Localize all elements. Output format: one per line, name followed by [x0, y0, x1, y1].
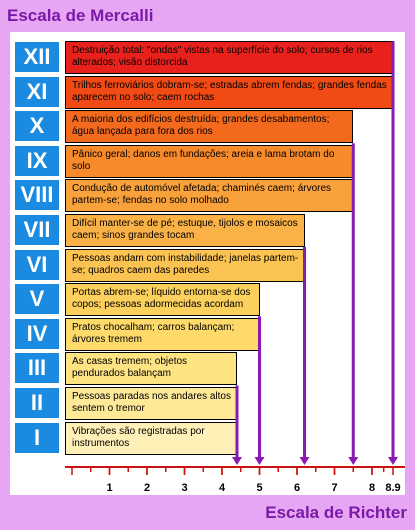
mercalli-scale-title: Escala de Mercalli — [7, 6, 154, 25]
mercalli-description: Pessoas paradas nos andares altos sentem o tremor — [72, 391, 231, 414]
richter-arrow-head — [300, 457, 310, 465]
mercalli-description: Portas abrem-se; líquido entorna-se dos copos; pessoas adormecidas acordam — [72, 287, 251, 311]
richter-arrow-head — [255, 457, 265, 465]
richter-tick-label: 5 — [256, 482, 263, 494]
mercalli-level-x: X — [15, 111, 59, 141]
mercalli-description: Pratos chocalham; carros balançam; árvores tremem — [72, 321, 235, 345]
mercalli-level-xi: XI — [15, 77, 59, 107]
mercalli-level-ii: II — [15, 388, 59, 418]
richter-arrow-head — [232, 457, 242, 465]
richter-arrow-head — [388, 457, 398, 465]
richter-tick-label: 7 — [331, 482, 338, 494]
mercalli-level-vii: VII — [15, 215, 59, 245]
mercalli-description: Pânico geral; danos em fundações; areia e lama brotam do solo — [72, 148, 335, 172]
mercalli-description: As casas tremem; objetos pendurados balançam — [72, 356, 188, 380]
mercalli-level-iii: III — [15, 353, 59, 383]
mercalli-description: Trilhos ferroviários dobram-se; estradas abrem fendas; grandes fendas aparecem no solo; caem rochas — [72, 79, 387, 103]
mercalli-level-i: I — [15, 423, 59, 453]
richter-tick-label: 8 — [368, 482, 376, 494]
mercalli-level-v: V — [15, 284, 59, 314]
richter-tick-label: 4 — [218, 482, 226, 494]
richter-tick-label: 3 — [181, 482, 188, 494]
mercalli-level-iv: IV — [15, 319, 59, 349]
mercalli-description: A maioria dos edifícios destruída; grandes desabamentos; água lançada para fora dos rios — [72, 114, 330, 138]
richter-tick-label: 2 — [143, 482, 151, 494]
richter-scale-title: Escala de Richter — [265, 503, 407, 522]
mercalli-level-vi: VI — [15, 250, 59, 280]
mercalli-level-ix: IX — [15, 146, 59, 176]
richter-tick-label: 1 — [106, 482, 113, 494]
richter-arrow-head — [348, 457, 358, 465]
mercalli-description: Destruição total: "ondas" vistas na superfície do solo; cursos de rios alterados; visão distorcida — [72, 45, 373, 68]
mercalli-level-xii: XII — [15, 42, 59, 72]
mercalli-description: Condução de automóvel afetada; chaminés caem; árvores partem-se; fendas no solo molhado — [72, 183, 332, 207]
richter-tick-label: 6 — [293, 482, 301, 494]
mercalli-level-viii: VIII — [15, 180, 59, 210]
richter-tick-label: 8.9 — [385, 482, 401, 494]
mercalli-description: Vibrações são registradas por instrumentos — [72, 425, 205, 449]
mercalli-description: Difícil manter-se de pé; estuque, tijolos e mosaicos caem; sinos grandes tocam — [72, 218, 298, 241]
mercalli-description: Pessoas andam com instabilidade; janelas partem-se; quadros caem das paredes — [72, 252, 299, 276]
